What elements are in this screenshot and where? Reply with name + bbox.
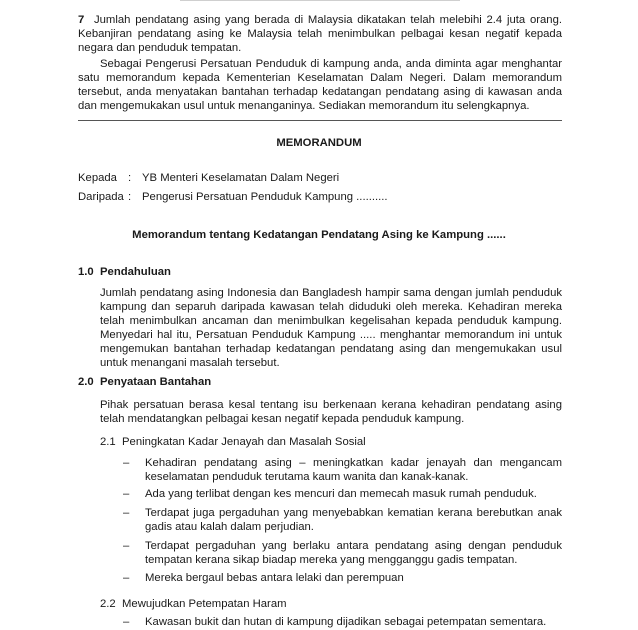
section-1-number: 1.0	[78, 266, 94, 278]
section-2-title: Penyataan Bantahan	[100, 376, 212, 388]
list-item	[123, 539, 562, 567]
bullet-dash: –	[123, 616, 130, 628]
bullet-text: Terdapat pergaduhan yang berlaku antara pendatang asing dengan penduduk tempatan kerana sikap biadap mereka yang mengganggu gadis tempatan.	[145, 540, 562, 566]
subsection-2-2-heading	[100, 597, 287, 611]
intro-text-1: Jumlah pendatang asing yang berada di Malaysia dikatakan telah melebihi 2.4 juta orang. Kebanjiran pendatang asing ke Malaysia telah menimbulkan pelbagai kesan negatif kepada negara dan penduduk tempatan.	[78, 14, 562, 54]
question-number: 7	[78, 14, 85, 26]
to-colon: :	[128, 172, 132, 184]
section-1-body: Jumlah pendatang asing Indonesia dan Bangladesh hampir sama dengan jumlah penduduk kampung dan separuh daripada kawasan telah diduduki oleh mereka. Kehadiran mereka telah menimbulkan ancaman dan menimbulkan kegelisahan kepada penduduk kampung. Menyedari hal itu, Persatuan Penduduk Kampung ..... menghantar memorandum ini untuk mengemukan bantahan terhadap kedatangan pendatang asing dan mengemukakan usul untuk menangani masalah tersebut.	[100, 287, 562, 369]
list-item	[123, 456, 562, 484]
to-value: YB Menteri Keselamatan Dalam Negeri	[142, 172, 340, 184]
memo-heading: MEMORANDUM	[276, 137, 362, 149]
list-item	[123, 506, 562, 534]
subsection-2-2-number: 2.2	[100, 598, 116, 610]
bullet-dash: –	[123, 488, 130, 500]
list-item	[123, 571, 562, 585]
bullet-dash: –	[123, 457, 130, 469]
page-top-divider	[180, 0, 460, 2]
section-divider	[78, 120, 562, 121]
from-colon: :	[128, 191, 132, 203]
to-label: Kepada	[78, 172, 117, 184]
list-item	[123, 487, 562, 501]
bullet-text: Terdapat juga pergaduhan yang menyebabkan kematian kerana berebutkan anak gadis atau kalah dalam perjudian.	[145, 507, 562, 533]
subsection-2-1-heading	[100, 435, 366, 449]
subsection-2-2-title: Mewujudkan Petempatan Haram	[122, 598, 287, 610]
intro-paragraph-2: Sebagai Pengerusi Persatuan Penduduk di kampung anda, anda diminta agar menghantar satu memorandum kepada Kementerian Keselamatan Dalam Negeri. Dalam memorandum tersebut, anda menyatakan bantahan terhadap kedatangan pendatang asing di kawasan anda dan mengemukakan usul untuk menanganinya. Sediakan memorandum itu selengkapnya.	[78, 58, 562, 112]
memo-subject: Memorandum tentang Kedatangan Pendatang Asing ke Kampung ......	[132, 229, 506, 241]
bullet-dash: –	[123, 540, 130, 552]
from-value: Pengerusi Persatuan Penduduk Kampung ..........	[142, 191, 388, 203]
section-1-title: Pendahuluan	[100, 266, 171, 278]
bullet-text: Ada yang terlibat dengan kes mencuri dan memecah masuk rumah penduduk.	[145, 488, 537, 500]
list-item	[123, 615, 562, 629]
subsection-2-1-title: Peningkatan Kadar Jenayah dan Masalah Sosial	[122, 436, 366, 448]
section-2-heading	[78, 375, 211, 389]
bullet-text: Kawasan bukit dan hutan di kampung dijadikan sebagai petempatan sementara.	[145, 616, 547, 628]
bullet-text: Mereka bergaul bebas antara lelaki dan perempuan	[145, 572, 404, 584]
memo-from-row	[78, 190, 562, 204]
bullet-text: Kehadiran pendatang asing – meningkatkan kadar jenayah dan mengancam keselamatan penduduk terutama kaum wanita dan kanak-kanak.	[145, 457, 562, 483]
section-1-heading	[78, 265, 171, 279]
bullet-dash: –	[123, 572, 130, 584]
subsection-2-1-number: 2.1	[100, 436, 116, 448]
from-label: Daripada	[78, 191, 124, 203]
memo-to-row	[78, 171, 562, 185]
intro-paragraph-1	[78, 13, 562, 55]
section-2-number: 2.0	[78, 376, 94, 388]
section-2-body: Pihak persatuan berasa kesal tentang isu berkenaan kerana kehadiran pendatang asing telah mendatangkan pelbagai kesan negatif kepada penduduk kampung.	[100, 399, 562, 425]
bullet-dash: –	[123, 507, 130, 519]
